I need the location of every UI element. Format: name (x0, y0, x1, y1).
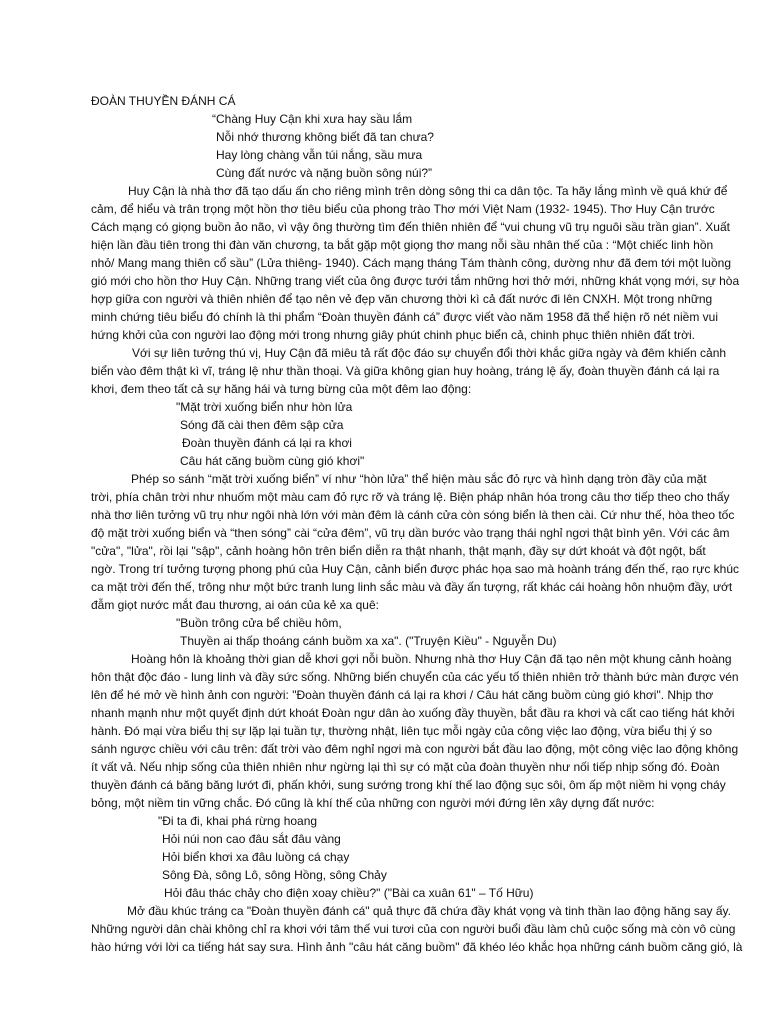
paragraph-line: ngờ. Trong trí tưởng tượng phong phú của Huy Cận, cảnh biển được phác họa sao mà hoành tráng đến thế, rạo rực khúc (91, 562, 739, 576)
paragraph-line: "cửa", "lửa", rồi lại "sập", cảnh hoàng hôn trên biển diễn ra thật nhanh, thật mạnh, đầy sự dứt khoát và đột ngột, bất (91, 544, 706, 558)
poem-line: Hay lòng chàng vẫn túi nắng, sầu mưa (216, 148, 423, 162)
paragraph-line: độ mặt trời xuống biển và “then sóng” cài “cửa đêm”, vũ trụ dần bước vào trạng thái nghỉ ngơi thật bình yên. Với các âm (91, 526, 730, 540)
paragraph-line: khơi, đem theo tất cả sự hăng hái và tưng bừng của một đêm lao động: (91, 382, 472, 396)
paragraph-line: minh chứng tiêu biểu đó chính là thi phẩm “Đoàn thuyền đánh cá” được viết vào năm 1958 đã thể hiện rõ nét niềm vui (91, 310, 718, 324)
paragraph-line: biển vào đêm thật kì vĩ, tráng lệ như thần thoại. Và giữa không gian huy hoàng, tráng lệ ấy, đoàn thuyền đánh cá lại ra (91, 364, 720, 378)
poem-line: Hỏi núi non cao đâu sắt đâu vàng (162, 832, 341, 846)
paragraph-line: nhà thơ liên tưởng vũ trụ như ngôi nhà lớn với màn đêm là cánh cửa còn sóng biển là then cài. Cứ như thế, hòa theo tốc (91, 508, 735, 522)
paragraph-line: trời, phía chân trời như nhuốm một màu cam đỏ rực rỡ và tráng lệ. Biện pháp nhân hóa trong câu thơ tiếp theo cho thấy (91, 490, 730, 504)
poem-line: Câu hát căng buồm cùng gió khơi" (180, 454, 365, 468)
poem-line: Nỗi nhớ thương không biết đã tan chưa? (216, 130, 434, 144)
paragraph-line: hành. Đó mại vừa biểu thị sự lặp lại tuần tự, thường nhật, liên tục mỗi ngày của công việc lao động, vừa biểu thị ý so (91, 724, 713, 738)
poem-line: Cùng đất nước và nặng buồn sông núi?” (216, 166, 433, 180)
paragraph-line: thuyền đánh cá băng băng lướt đi, phấn khởi, sung sướng trong khí thế lao động sục sôi, ôm ấp một niềm hi vọng cháy (91, 778, 726, 792)
poem-line: Thuyền ai thấp thoáng cánh buồm xa xa". ("Truyện Kiều" - Nguyễn Du) (180, 634, 557, 648)
paragraph-line: hứng khởi của con người lao động mới trong nhưng giây phút chinh phục biển cả, chinh phục thiên nhiên đất trời. (91, 328, 695, 342)
paragraph-line: Mở đầu khúc tráng ca "Đoàn thuyền đánh cá" quả thực đã chứa đầy khát vọng và tinh thần lao động hăng say ấy. (127, 904, 731, 918)
poem-line: Đoàn thuyền đánh cá lại ra khơi (182, 436, 352, 450)
paragraph-line: bỏng, một niềm tin vững chắc. Đó cũng là khí thế của những con người mới đứng lên xây dựng đất nước: (91, 796, 655, 810)
paragraph-line: Những người dân chài không chỉ ra khơi với tâm thế vui tươi của con người buổi đầu làm chủ cuộc sống mà còn vô cùng (91, 922, 736, 936)
paragraph-line: cảm, để hiểu và trân trọng một hồn thơ tiêu biểu của phong trào Thơ mới Việt Nam (1932- 1945). Thơ Huy Cận trước (91, 202, 715, 216)
paragraph-line: hôn thật độc đáo - lung linh và đầy sức sống. Những biến chuyển của các yếu tố thiên nhiên trở thành bức màn được vén (91, 670, 739, 684)
paragraph-line: lên để hé mở về hình ảnh con người: "Đoàn thuyền đánh cá lại ra khơi / Câu hát căng buồm cùng gió khơi". Nhịp thơ (91, 688, 714, 702)
paragraph-line: nhanh mạnh như một quyết định dứt khoát Đoàn ngư dân ào xuống đầy thuyền, bắt đầu ra khơi và cất cao tiếng hát khởi (91, 706, 735, 720)
poem-line: "Đi ta đi, khai phá rừng hoang (158, 814, 318, 828)
document-title: ĐOÀN THUYỀN ĐÁNH CÁ (91, 94, 236, 108)
poem-line: Sông Đà, sông Lô, sông Hồng, sông Chảy (162, 868, 387, 882)
paragraph-line: Cách mạng có giọng buồn ảo não, vì vậy ông thường tìm đến thiên nhiên để “vui chung vũ trụ nguôi sầu trần gian”. Xuất (91, 220, 730, 234)
paragraph-line: đẫm giọt nước mắt đau thương, ai oán của kẻ xa quê: (91, 598, 379, 612)
paragraph-line: Huy Cận là nhà thơ đã tạo dấu ấn cho riêng mình trên dòng sông thi ca dân tộc. Ta hãy lắng mình về quá khứ để (128, 184, 728, 198)
poem-line: Hỏi đâu thác chảy cho điện xoay chiều?" ("Bài ca xuân 61" – Tố Hữu) (164, 886, 534, 900)
poem-line: "Buồn trông cửa bể chiều hôm, (176, 616, 342, 630)
paragraph-line: hợp giữa con người và thiên nhiên để tạo nên vẻ đẹp văn chương thời kì cả đất nước đi lên CNXH. Một trong những (91, 292, 713, 306)
poem-line: “Chàng Huy Cận khi xưa hay sầu lắm (212, 112, 413, 126)
paragraph-line: Với sự liên tưởng thú vị, Huy Cận đã miêu tả rất độc đáo sự chuyển đổi thời khắc giữa ngày và đêm khiến cảnh (132, 346, 727, 360)
paragraph-line: sánh ngược chiều với câu trên: đất trời vào đêm nghỉ ngơi mà con người bắt đầu lao động, một công việc lao động không (91, 742, 739, 756)
poem-line: Hỏi biển khơi xa đâu luồng cá chạy (162, 850, 350, 864)
paragraph-line: ca mặt trời đến thế, trông như một bức tranh lung linh sắc màu và đầy ấn tượng, rất khác cái hoàng hôn nhuộm đầy, ướt (91, 580, 733, 594)
poem-line: "Mặt trời xuống biển như hòn lửa (176, 400, 353, 414)
paragraph-line: Phép so sánh “mặt trời xuống biển” ví như “hòn lửa” thể hiện màu sắc đỏ rực và hình dạng tròn đầy của mặt (131, 472, 707, 486)
paragraph-line: hiện lần đầu tiên trong thi đàn văn chương, ta bắt gặp một giọng thơ mang nỗi sầu nhân thế của : “Một chiếc linh hồn (91, 238, 714, 252)
paragraph-line: hào hứng với lời ca tiếng hát say sưa. Hình ảnh "câu hát căng buồm" đã khéo léo khắc họa những cánh buồm căng gió, là (91, 940, 743, 954)
paragraph-line: Hoàng hôn là khoảng thời gian dễ khơi gợi nỗi buồn. Nhưng nhà thơ Huy Cận đã tạo nên một khung cảnh hoàng (131, 652, 732, 666)
paragraph-line: nhỏ/ Mang mang thiên cổ sầu” (Lửa thiêng- 1940). Cách mạng tháng Tám thành công, dường như đã đem tới một luồng (91, 256, 731, 270)
paragraph-line: ít vất vả. Nếu nhịp sống của thiên nhiên như ngừng lại thì sự có mặt của đoàn thuyền như nối tiếp nhịp sống đó. Đoàn (91, 760, 720, 774)
paragraph-line: gió mới cho hồn thơ Huy Cận. Những trang viết của ông được tưới tắm những hơi thở mới, những khát vọng mới, sự hòa (91, 274, 740, 288)
poem-line: Sóng đã cài then đêm sập cửa (180, 418, 344, 432)
